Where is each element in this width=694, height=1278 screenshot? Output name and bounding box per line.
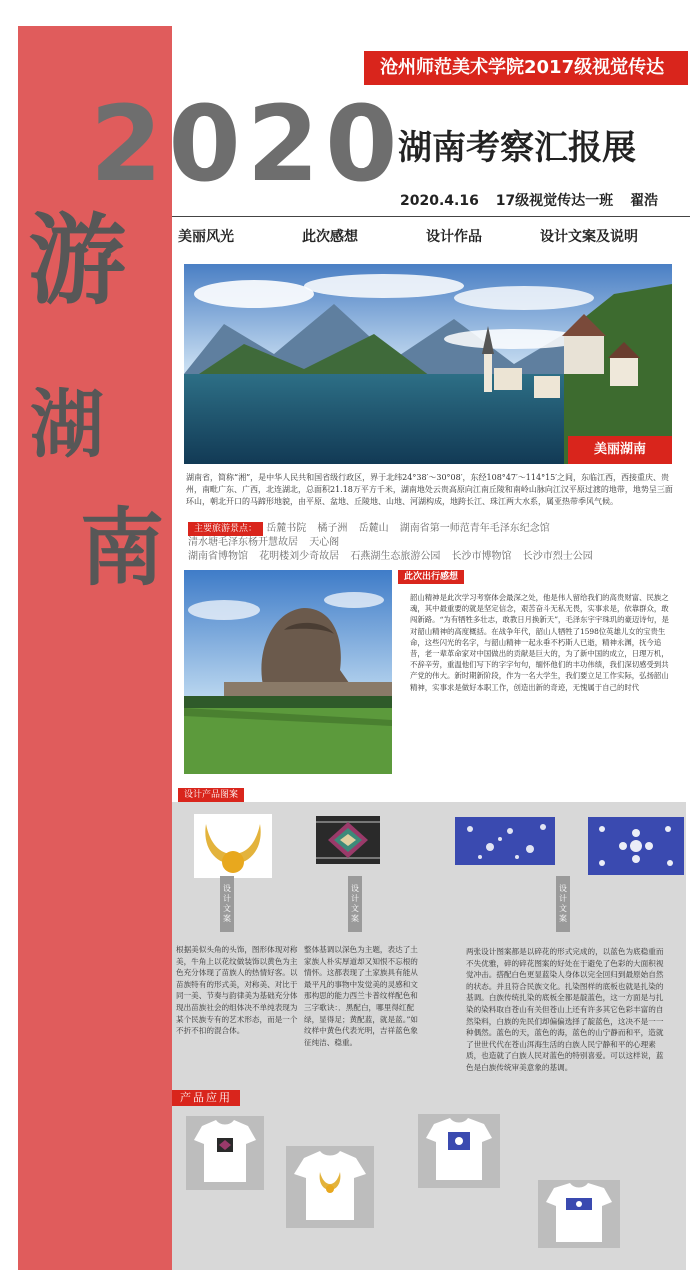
author: 翟浩 xyxy=(630,193,659,209)
spot-item: 长沙市烈士公园 xyxy=(522,551,593,562)
statue-photo xyxy=(184,570,392,774)
nav-scenery[interactable]: 美丽风光 xyxy=(178,229,234,245)
feelings-label: 此次出行感想 xyxy=(398,570,464,584)
spots-list xyxy=(188,522,676,564)
spot-item: 石燕湖生态旅游公园 xyxy=(350,551,441,562)
design-pattern-tujia xyxy=(316,816,380,864)
nav-copy[interactable]: 设计文案及说明 xyxy=(540,229,638,245)
sidebar-char-nan: 南 xyxy=(80,498,165,597)
sidebar-char-hu: 湖 xyxy=(30,382,104,468)
spot-item: 长沙市博物馆 xyxy=(451,551,512,562)
hunan-intro: 湖南省，简称“湘”，是中华人民共和国省级行政区，界于北纬24°38′～30°08′，东经108°47′～114°15′之间，东临江西，西接重庆、贵州，南毗广东、广西，北连湖北，总面积21.18万平方千米，湖南地处云贵高原向江南丘陵和南岭山脉向江汉平原过渡的地带，地势呈三面环山，朝北开口的马蹄形地貌，由平原、盆地、丘陵地、山地、河湖构成，地跨长江、珠江两大水系，属亚热带季风气候。 xyxy=(186,473,673,506)
date: 2020.4.16 xyxy=(400,193,479,209)
nav-design[interactable]: 设计作品 xyxy=(426,229,482,245)
copy-label-1: 设计文案 xyxy=(220,876,234,932)
products-label: 产品应用 xyxy=(172,1090,240,1106)
class-name: 17级视觉传达一班 xyxy=(495,193,614,209)
scenery-tag: 美丽湖南 xyxy=(568,436,672,464)
feelings-text: 韶山精神是此次学习考察体会最深之处，他是伟人留给我们的高贵财富、民族之魂，其中最重要的就是坚定信念，艰苦奋斗无私无畏，实事求是，依靠群众，敢闯新路。“为有牺牲多壮志，敢教日月换新天”，毛泽东宇宇珠玑的豪迈诗句，是对韶山精神的高度概括。在战争年代，韶山人牺牲了1598位英雄儿女的宝贵生命，这些闪光的名字，与韶山精神一起永垂不朽斯人已逝，精神永渊，抚今追昔，老一辈革命家对中国做出的贡献是巨大的，为了新中国的成立，日理万机，不辞辛劳，重温他们写下的字字句句，缅怀他们的丰功伟绩，我们深切感受到共产党的伟大。新时期新阶段，作为一名大学生，我们要立足工作实际，弘扬韶山精神，实事求是做好本职工作，创造出新的奇迹，无愧属于自己的时代 xyxy=(410,593,669,692)
design-pattern-floral-1 xyxy=(455,817,555,865)
copy-label-2: 设计文案 xyxy=(348,876,362,932)
design-label: 设计产品图案 xyxy=(178,788,244,802)
design-copy-1: 根据美似头角的头饰，图形体现对称美，牛角上以花纹做装饰以黄色为主色充分体现了苗族人的热情好客。以苗族特有的形式美，对称美、对比于同一美、节奏与韵律美为基础充分体现出苗族社会的组体决不单纯表现为某个民族专有的艺术形态，而是一个不折不扣的混合体。 xyxy=(176,945,298,1036)
exhibition-title: 湖南考察汇报展 xyxy=(398,128,636,168)
tshirt-mockup-collar xyxy=(286,1146,374,1228)
header-divider xyxy=(172,216,690,217)
spot-item: 天心阁 xyxy=(309,537,340,548)
spot-item: 湖南省博物馆 xyxy=(188,551,248,562)
year-title: 2020 xyxy=(90,83,404,205)
landscape-photo xyxy=(184,264,672,464)
spot-item: 岳麓山 xyxy=(358,523,389,534)
spot-item: 清水塘毛泽东杨开慧故居 xyxy=(188,537,298,548)
meta-line xyxy=(400,190,670,210)
spots-label: 主要旅游景点： xyxy=(188,522,263,536)
tshirt-mockup-floral-2 xyxy=(538,1180,620,1248)
spot-item: 岳麓书院 xyxy=(266,523,307,534)
spot-item: 橘子洲 xyxy=(317,523,348,534)
school-banner: 沧州师范美术学院2017级视觉传达 xyxy=(364,51,688,85)
sidebar-char-you: 游 xyxy=(28,203,127,318)
tshirt-mockup-tujia xyxy=(186,1116,264,1190)
design-pattern-floral-2 xyxy=(588,817,684,875)
design-copy-2: 整体基调以深色为主题，表达了土家族人朴实厚道却又知恨不忘根的情怀。这都表现了土家族具有能从最平凡的事物中发觉美的灵感和文那构思的能力西兰卡普纹样配色和三字歌诀：．黑配白，哪里得红配绿，显得足；黄配蓝，就是蓝。”如纹样中黄色代表光明，吉祥蓝色象征纯洁、稳重。 xyxy=(304,945,418,1047)
copy-label-3: 设计文案 xyxy=(556,876,570,932)
spot-item: 花明楼刘少奇故居 xyxy=(259,551,340,562)
spot-item: 湖南省第一师范青年毛泽东纪念馆 xyxy=(399,523,550,534)
tshirt-mockup-floral-1 xyxy=(418,1114,500,1188)
nav-feelings[interactable]: 此次感想 xyxy=(302,229,358,245)
design-copy-3: 两张设计图案都是以碎花的形式完成的，以蓝色为底稳重而不失优雅，碎的碎花图案的好处在于避免了色彩的大面积视觉冲击。搭配白色更显蓝染人身体以完全回归到最原始自然的状态。并且符合民族文化。扎染图样的底板也就是扎染的基调。白族传统扎染的底板全都是靛蓝色，这一方面是与扎染的染料取自苍山有关但苍山上还有许多其它色彩丰富的自然染料，白族的先民们却偏偏选择了靛蓝色，这决不是一一种偶然。蓝色的天，蓝色的海，蓝色的山宁静而和平，造就了世世代代在苍山洱海生活的白族人民宁静和平的心理素质，也造就了白族人民对蓝色的特别喜爱。可以这样说，蓝色是白族传统审美意象的基调。 xyxy=(466,947,664,1072)
design-pattern-collar xyxy=(194,814,272,878)
section-nav xyxy=(178,226,678,246)
